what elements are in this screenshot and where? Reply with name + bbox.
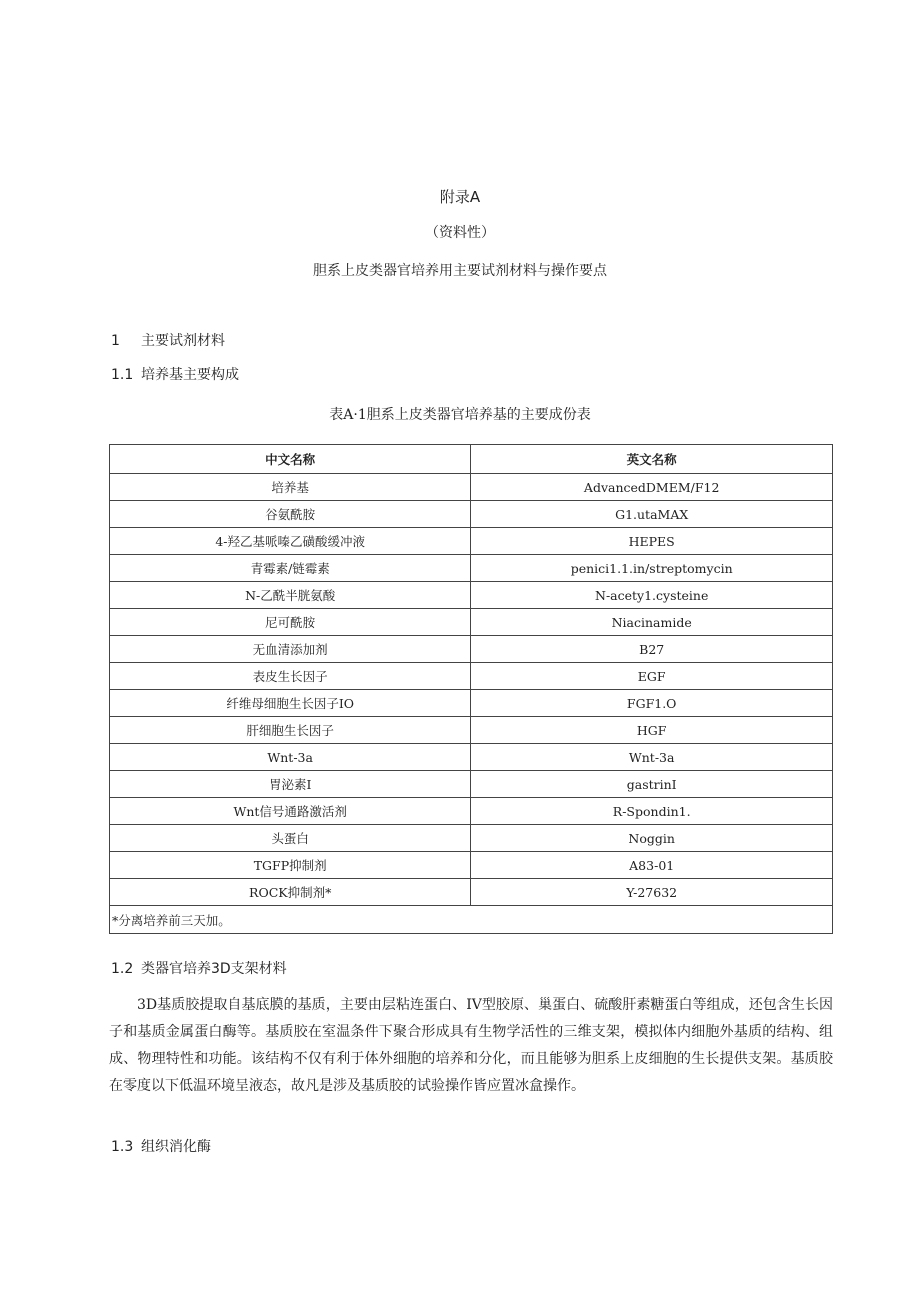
cell-chinese-name: 表皮生长因子 (110, 663, 471, 690)
appendix-heading: 胆系上皮类器官培养用主要试剂材料与操作要点 (313, 263, 607, 279)
cell-english-name: Wnt-3a (471, 744, 833, 771)
table-row (110, 582, 833, 609)
table-row (110, 609, 833, 636)
table-row (110, 798, 833, 825)
table-note-row (110, 906, 833, 934)
cell-english-name: A83-01 (471, 852, 833, 879)
table-row (110, 690, 833, 717)
cell-chinese-name: 谷氨酰胺 (110, 501, 471, 528)
cell-english-name: gastrinI (471, 771, 833, 798)
cell-chinese-name: 尼可酰胺 (110, 609, 471, 636)
section-1-2-heading (111, 958, 287, 978)
section-title: 主要试剂材料 (141, 333, 225, 349)
table-row (110, 717, 833, 744)
section-title: 类器官培养3D支架材料 (141, 961, 287, 977)
table-row (110, 663, 833, 690)
cell-chinese-name: TGFP抑制剂 (110, 852, 471, 879)
matrix-description-paragraph: 3D基质胶提取自基底膜的基质，主要由层粘连蛋白、IV型胶原、巢蛋白、硫酸肝素糖蛋白等组成，还包含生长因子和基质金属蛋白酶等。基质胶在室温条件下聚合形成具有生物学活性的三维支架，模拟体内细胞外基质的结构、组成、物理特性和功能。该结构不仅有利于体外细胞的培养和分化，而且能够为胆系上皮细胞的生长提供支架。基质胶在零度以下低温环境呈液态，故凡是涉及基质胶的试验操作皆应置冰盒操作。 (109, 997, 833, 1094)
section-1-3-heading (111, 1136, 211, 1156)
ingredients-table (109, 444, 833, 934)
cell-chinese-name: 胃泌素I (110, 771, 471, 798)
cell-english-name: N-acety1.cysteine (471, 582, 833, 609)
cell-chinese-name: 无血清添加剂 (110, 636, 471, 663)
section-title: 培养基主要构成 (141, 367, 239, 383)
cell-chinese-name: 培养基 (110, 474, 471, 501)
cell-chinese-name: 肝细胞生长因子 (110, 717, 471, 744)
cell-english-name: penici1.1.in/streptomycin (471, 555, 833, 582)
cell-chinese-name: N-乙酰半胱氨酸 (110, 582, 471, 609)
cell-chinese-name: 4-羟乙基哌嗪乙磺酸缓冲液 (110, 528, 471, 555)
appendix-subtitle: （资料性） (425, 225, 495, 241)
table-row (110, 879, 833, 906)
cell-english-name: Noggin (471, 825, 833, 852)
table-row (110, 852, 833, 879)
appendix-title: 附录A (439, 188, 481, 206)
column-header-chinese-name: 中文名称 (110, 445, 471, 474)
cell-english-name: B27 (471, 636, 833, 663)
cell-english-name: FGF1.O (471, 690, 833, 717)
section-1-heading (111, 330, 225, 350)
section-number: 1.1 (111, 367, 134, 383)
table-row (110, 528, 833, 555)
section-title: 组织消化酶 (141, 1139, 211, 1155)
cell-english-name: HEPES (471, 528, 833, 555)
cell-chinese-name: Wnt信号通路激活剂 (110, 798, 471, 825)
table-row (110, 555, 833, 582)
section-number: 1.2 (111, 961, 134, 977)
column-header-english-name: 英文名称 (471, 445, 833, 474)
cell-chinese-name: 纤维母细胞生长因子IO (110, 690, 471, 717)
cell-english-name: Y-27632 (471, 879, 833, 906)
cell-chinese-name: 头蛋白 (110, 825, 471, 852)
cell-english-name: EGF (471, 663, 833, 690)
cell-chinese-name: 青霉素/链霉素 (110, 555, 471, 582)
table-row (110, 474, 833, 501)
table-header-row (110, 445, 833, 474)
cell-chinese-name: ROCK抑制剂* (110, 879, 471, 906)
table-caption: 表A·1胆系上皮类器官培养基的主要成份表 (329, 407, 591, 423)
cell-english-name: R-Spondin1. (471, 798, 833, 825)
section-number: 1 (111, 333, 120, 349)
table-row (110, 636, 833, 663)
cell-english-name: AdvancedDMEM/F12 (471, 474, 833, 501)
table-row (110, 771, 833, 798)
section-1-1-heading (111, 364, 239, 384)
cell-chinese-name: Wnt-3a (110, 744, 471, 771)
table-note: *分离培养前三天加。 (110, 906, 833, 934)
section-number: 1.3 (111, 1139, 134, 1155)
cell-english-name: HGF (471, 717, 833, 744)
table-row (110, 744, 833, 771)
cell-english-name: G1.utaMAX (471, 501, 833, 528)
table-row (110, 825, 833, 852)
table-row (110, 501, 833, 528)
cell-english-name: Niacinamide (471, 609, 833, 636)
